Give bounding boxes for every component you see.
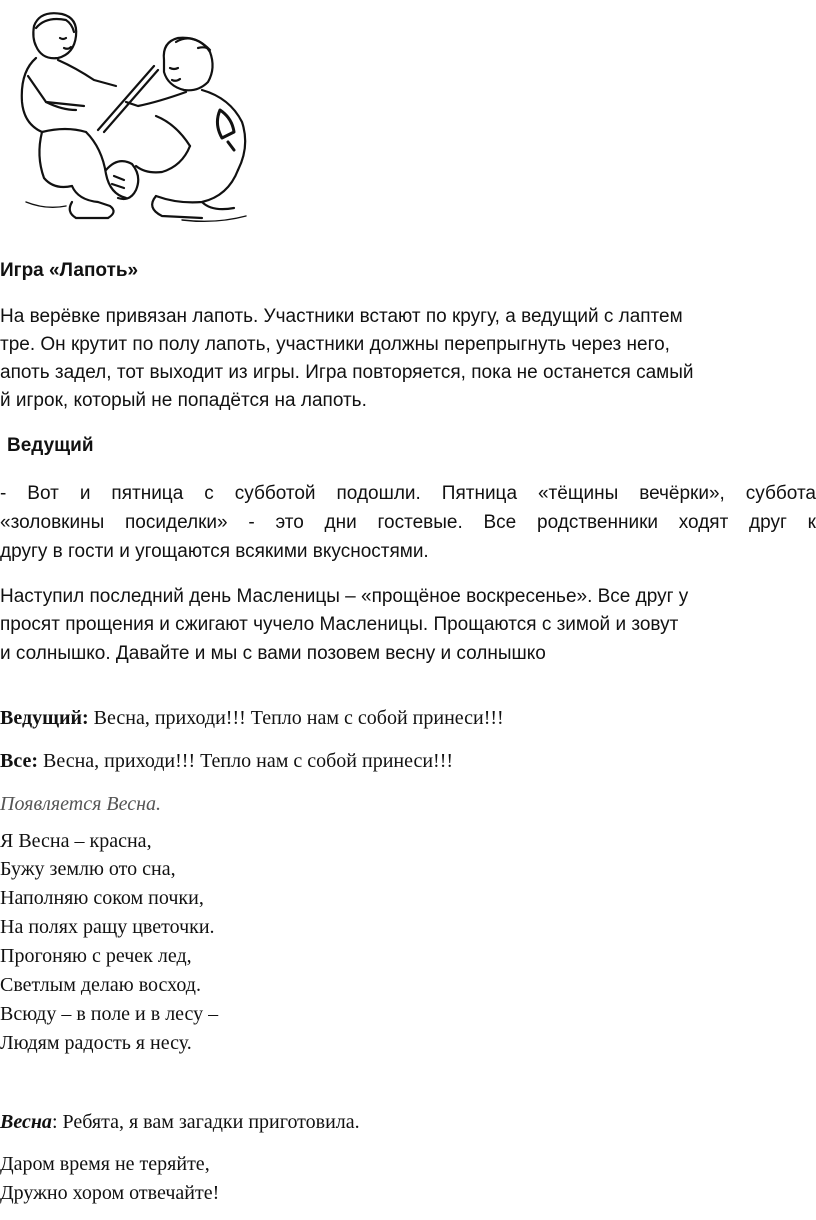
poem-line-4: На полях ращу цветочки.	[0, 916, 215, 938]
all-speaker: Все:	[0, 750, 38, 772]
host-para1-line-2: «золовкины посиделки» - это дни гостевые. Все родственники ходят друг к	[0, 512, 816, 533]
spring-dialogue-text: : Ребята, я вам загадки приготовила.	[51, 1111, 360, 1133]
host-para2-line-3: и солнышко. Давайте и мы с вами позовем весну и солнышко	[0, 643, 546, 664]
game-text-line-3: апоть задел, тот выходит из игры. Игра повторяется, пока не останется самый	[0, 362, 694, 383]
host-para1-line-1: - Вот и пятница с субботой подошли. Пятница «тёщины вечёрки», суббота	[0, 483, 816, 504]
host-para2-line-2: просят прощения и сжигают чучело Масленицы. Прощаются с зимой и зовут	[0, 614, 679, 635]
two-boys-tug-illustration	[6, 6, 258, 226]
riddle-intro-line-1: Даром время не теряйте,	[0, 1153, 210, 1175]
host-para1-line-3: другу в гости и угощаются всякими вкусностями.	[0, 541, 429, 562]
poem-line-5: Прогоняю с речек лед,	[0, 945, 192, 967]
poem-line-8: Людям радость я несу.	[0, 1032, 192, 1054]
game-text-line-4: й игрок, который не попадётся на лапоть.	[0, 390, 367, 411]
poem-line-1: Я Весна – красна,	[0, 830, 152, 852]
host-para2-line-1: Наступил последний день Масленицы – «прощёное воскресенье». Все друг у	[0, 586, 689, 607]
game-text-line-2: тре. Он крутит по полу лапоть, участники должны перепрыгнуть через него,	[0, 334, 670, 355]
host-speaker: Ведущий:	[0, 707, 89, 729]
host-dialogue-text: Весна, приходи!!! Тепло нам с собой принеси!!!	[88, 707, 504, 729]
riddle-intro-line-2: Дружно хором отвечайте!	[0, 1182, 220, 1204]
all-dialogue-text: Весна, приходи!!! Тепло нам с собой принеси!!!	[38, 750, 454, 772]
all-dialogue-line	[0, 751, 453, 771]
host-heading: Ведущий	[7, 435, 94, 456]
spring-dialogue-line	[0, 1112, 360, 1132]
host-dialogue-line	[0, 708, 504, 728]
stage-direction: Появляется Весна.	[0, 793, 162, 815]
game-title: Игра «Лапоть»	[0, 260, 139, 281]
poem-line-6: Светлым делаю восход.	[0, 974, 201, 996]
poem-line-3: Наполняю соком почки,	[0, 887, 204, 909]
game-text-line-1: На верёвке привязан лапоть. Участники встают по кругу, а ведущий с лаптем	[0, 306, 683, 327]
poem-line-2: Бужу землю ото сна,	[0, 858, 176, 880]
spring-speaker: Весна	[0, 1111, 52, 1133]
poem-line-7: Всюду – в поле и в лесу –	[0, 1003, 219, 1025]
